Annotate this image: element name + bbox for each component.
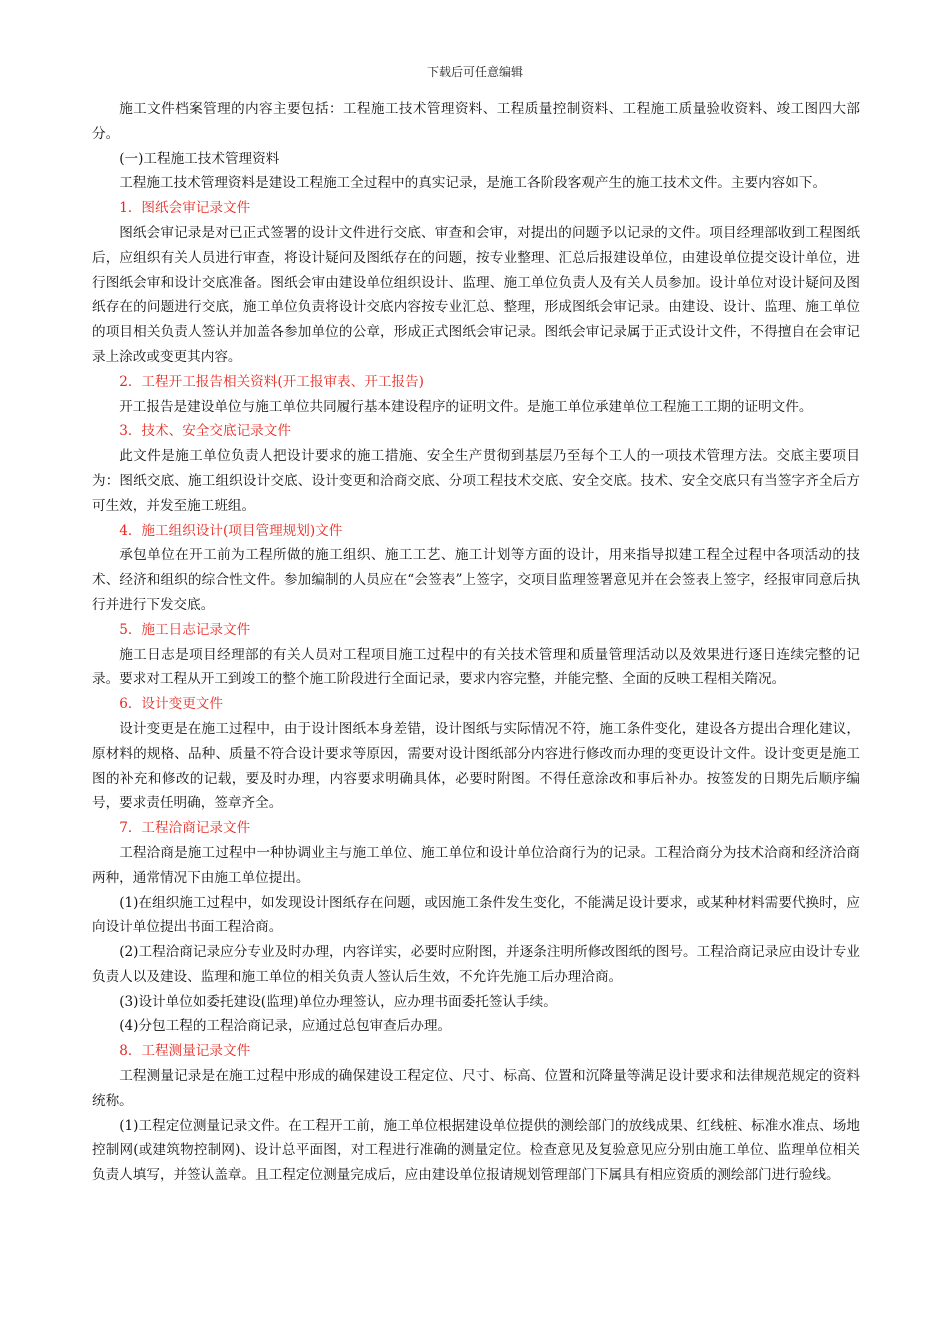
item-heading: 4．施工组织设计(项目管理规划)文件 [119, 522, 343, 539]
item-heading: 8．工程测量记录文件 [119, 1043, 251, 1060]
item-paragraph: 施工日志是项目经理部的有关人员对工程项目施工过程中的有关技术管理和质量管理活动以及效果进行逐日连续完整的记录。要求对工程从开工到竣工的整个施工阶段进行全面记录，要求内容完整，并能完整、全面的反映工程相关隋况。 [92, 646, 860, 688]
intro-paragraph: 施工文件档案管理的内容主要包括：工程施工技术管理资料、工程质量控制资料、工程施工质量验收资料、竣工图四大部分。 [92, 101, 860, 142]
item-heading: 7．工程洽商记录文件 [119, 820, 251, 837]
section-title: (一)工程施工技术管理资料 [119, 150, 280, 167]
item-heading: 5．施工日志记录文件 [119, 621, 251, 638]
item-paragraph: 承包单位在开工前为工程所做的施工组织、施工工艺、施工计划等方面的设计，用来指导拟建工程全过程中各项活动的技术、经济和组织的综合性文件。参加编制的人员应在“会签表”上签字，交项目监理签署意见并在会签表上签字，经报审同意后执行并进行下发交底。 [92, 547, 860, 613]
item-paragraph: 图纸会审记录是对已正式签署的设计文件进行交底、审查和会审，对提出的问题予以记录的文件。项目经理部收到工程图纸后，应组织有关人员进行审查，将设计疑问及图纸存在的问题，按专业整理、汇总后报建设单位，由建设单位提交设计单位，进行图纸会审和设计交底准备。图纸会审由建设单位组织设计、监理、施工单位负责人及有关人员参加。设计单位对设计疑问及图纸存在的问题进行交底，施工单位负责将设计交底内容按专业汇总、整理，形成图纸会审记录。由建设、设计、监理、施工单位的项目相关负责人签认并加盖各参加单位的公章，形成正式图纸会审记录。图纸会审记录属于正式设计文件，不得擅自在会审记录上涂改或变更其内容。 [92, 224, 860, 365]
item-paragraph: (3)设计单位如委托建设(监理)单位办理签认，应办理书面委托签认手续。 [119, 993, 557, 1010]
item-paragraph: 此文件是施工单位负责人把设计要求的施工措施、安全生产贯彻到基层乃至每个工人的一项技术管理方法。交底主要项目为：图纸交底、施工组织设计交底、设计变更和洽商交底、分项工程技术交底、安全交底。技术、安全交底只有当签字齐全后方可生效，并发至施工班组。 [92, 448, 860, 514]
item-paragraph: 工程洽商是施工过程中一种协调业主与施工单位、施工单位和设计单位洽商行为的记录。工程洽商分为技术洽商和经济洽商两种，通常情况下由施工单位提出。 [92, 844, 860, 886]
item-paragraph: 开工报告是建设单位与施工单位共同履行基本建设程序的证明文件。是施工单位承建单位工程施工工期的证明文件。 [119, 398, 813, 415]
item-heading: 6．设计变更文件 [119, 696, 223, 713]
item-heading: 1．图纸会审记录文件 [119, 200, 251, 217]
item-paragraph: 工程测量记录是在施工过程中形成的确保建设工程定位、尺寸、标高、位置和沉降量等满足设计要求和法律规范规定的资料统称。 [92, 1068, 860, 1109]
item-paragraph: (1)在组织施工过程中，如发现设计图纸存在问题，或因施工条件发生变化，不能满足设计要求，或某种材料需要代换时，应向设计单位提出书面工程洽商。 [92, 894, 860, 936]
item-paragraph: 设计变更是在施工过程中，由于设计图纸本身差错，设计图纸与实际情况不符，施工条件变化，建设各方提出合理化建议，原材料的规格、品种、质量不符合设计要求等原因，需要对设计图纸部分内容进行修改而办理的变更设计文件。设计变更是施工图的补充和修改的记载，要及时办理，内容要求明确具体，必要时附图。不得任意涂改和事后补办。按签发的日期先后顺序编号，要求责任明确，签章齐全。 [92, 720, 860, 812]
section-intro-paragraph: 工程施工技术管理资料是建设工程施工全过程中的真实记录，是施工各阶段客观产生的施工技术文件。主要内容如下。 [119, 175, 827, 192]
page-header: 下载后可任意编辑 [426, 65, 523, 79]
document-body [92, 97, 860, 1188]
item-paragraph: (4)分包工程的工程洽商记录，应通过总包审查后办理。 [119, 1018, 452, 1035]
item-heading: 3．技术、安全交底记录文件 [119, 423, 291, 440]
item-heading: 2．工程开工报告相关资料(开工报审表、开工报告) [119, 373, 424, 390]
item-paragraph: (1)工程定位测量记录文件。在工程开工前，施工单位根据建设单位提供的测绘部门的放线成果、红线桩、标准水准点、场地控制网(或建筑物控制网)、设计总平面图，对工程进行准确的测量定位。检查意见及复验意见应分别由施工单位、监理单位相关负责人填写，并签认盖章。且工程定位测量完成后，应由建设单位报请规划管理部门下属具有相应资质的测绘部门进行验线。 [92, 1117, 860, 1184]
item-paragraph: (2)工程洽商记录应分专业及时办理，内容详实，必要时应附图，并逐条注明所修改图纸的图号。工程洽商记录应由设计专业负责人以及建设、监理和施工单位的相关负责人签认后生效，不允许先施工后办理洽商。 [92, 944, 860, 985]
